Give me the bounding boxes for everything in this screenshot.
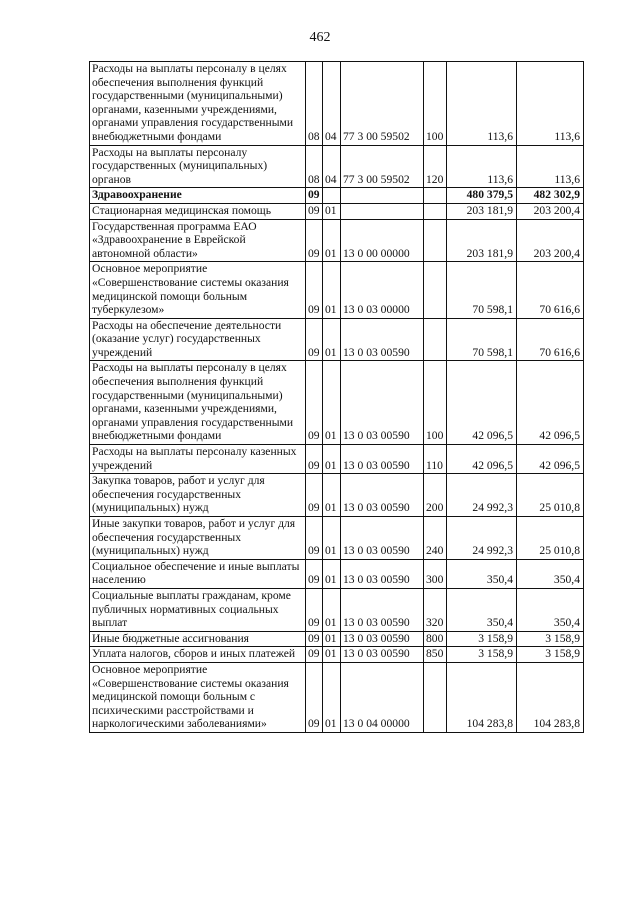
expense-type-cell <box>424 662 447 732</box>
amount-year-1-cell: 3 158,9 <box>447 631 517 647</box>
section-code-cell: 09 <box>306 361 323 445</box>
subsection-code-cell: 01 <box>323 203 341 219</box>
target-article-cell: 13 0 00 00000 <box>341 219 424 262</box>
subsection-code-cell: 01 <box>323 631 341 647</box>
target-article-cell: 13 0 03 00590 <box>341 647 424 663</box>
table-row <box>90 559 584 588</box>
expense-type-cell: 110 <box>424 445 447 474</box>
amount-year-1-cell: 24 992,3 <box>447 474 517 517</box>
expense-type-cell: 100 <box>424 62 447 146</box>
amount-year-2-cell: 25 010,8 <box>517 474 584 517</box>
row-name-cell: Стационарная медицинская помощь <box>90 203 306 219</box>
target-article-cell: 13 0 03 00590 <box>341 631 424 647</box>
table-row <box>90 474 584 517</box>
subsection-code-cell: 01 <box>323 474 341 517</box>
amount-year-2-cell: 203 200,4 <box>517 219 584 262</box>
row-name-cell: Здравоохранение <box>90 188 306 204</box>
row-name-cell: Социальное обеспечение и иные выплаты населению <box>90 559 306 588</box>
subsection-code-cell: 04 <box>323 62 341 146</box>
subsection-code-cell <box>323 188 341 204</box>
target-article-cell: 13 0 03 00590 <box>341 318 424 361</box>
section-code-cell: 09 <box>306 262 323 318</box>
subsection-code-cell: 01 <box>323 588 341 631</box>
section-code-cell: 08 <box>306 145 323 188</box>
subsection-code-cell: 01 <box>323 559 341 588</box>
section-code-cell: 09 <box>306 588 323 631</box>
amount-year-1-cell: 42 096,5 <box>447 445 517 474</box>
row-name-cell: Уплата налогов, сборов и иных платежей <box>90 647 306 663</box>
table-row <box>90 517 584 560</box>
amount-year-2-cell: 482 302,9 <box>517 188 584 204</box>
expense-type-cell: 320 <box>424 588 447 631</box>
target-article-cell: 13 0 03 00590 <box>341 588 424 631</box>
expense-type-cell <box>424 203 447 219</box>
expense-type-cell: 120 <box>424 145 447 188</box>
section-code-cell: 09 <box>306 219 323 262</box>
subsection-code-cell: 01 <box>323 219 341 262</box>
target-article-cell: 13 0 03 00590 <box>341 474 424 517</box>
expense-type-cell: 850 <box>424 647 447 663</box>
expense-type-cell <box>424 318 447 361</box>
target-article-cell <box>341 203 424 219</box>
target-article-cell: 13 0 03 00590 <box>341 361 424 445</box>
table-row <box>90 145 584 188</box>
row-name-cell: Расходы на выплаты персоналу в целях обеспечения выполнения функций государственными (муниципальными) органами, казенными учреждениями, органами управления государственными внебюджетными фондами <box>90 62 306 146</box>
row-name-cell: Социальные выплаты гражданам, кроме публичных нормативных социальных выплат <box>90 588 306 631</box>
subsection-code-cell: 01 <box>323 361 341 445</box>
expense-type-cell: 300 <box>424 559 447 588</box>
table-row <box>90 662 584 732</box>
row-name-cell: Основное мероприятие «Совершенствование системы оказания медицинской помощи больным туберкулезом» <box>90 262 306 318</box>
row-name-cell: Расходы на обеспечение деятельности (оказание услуг) государственных учреждений <box>90 318 306 361</box>
table-row <box>90 188 584 204</box>
amount-year-2-cell: 70 616,6 <box>517 318 584 361</box>
target-article-cell: 77 3 00 59502 <box>341 62 424 146</box>
row-name-cell: Государственная программа ЕАО «Здравоохранение в Еврейской автономной области» <box>90 219 306 262</box>
amount-year-1-cell: 24 992,3 <box>447 517 517 560</box>
amount-year-2-cell: 350,4 <box>517 559 584 588</box>
expense-type-cell: 240 <box>424 517 447 560</box>
section-code-cell: 09 <box>306 647 323 663</box>
amount-year-1-cell: 480 379,5 <box>447 188 517 204</box>
target-article-cell: 13 0 04 00000 <box>341 662 424 732</box>
amount-year-1-cell: 70 598,1 <box>447 318 517 361</box>
row-name-cell: Расходы на выплаты персоналу казенных учреждений <box>90 445 306 474</box>
expense-type-cell: 100 <box>424 361 447 445</box>
table-row <box>90 203 584 219</box>
expense-type-cell <box>424 219 447 262</box>
amount-year-1-cell: 350,4 <box>447 588 517 631</box>
amount-year-1-cell: 203 181,9 <box>447 203 517 219</box>
amount-year-1-cell: 42 096,5 <box>447 361 517 445</box>
amount-year-1-cell: 350,4 <box>447 559 517 588</box>
table-row <box>90 631 584 647</box>
amount-year-1-cell: 113,6 <box>447 62 517 146</box>
section-code-cell: 08 <box>306 62 323 146</box>
amount-year-2-cell: 3 158,9 <box>517 647 584 663</box>
table-row <box>90 318 584 361</box>
amount-year-2-cell: 42 096,5 <box>517 445 584 474</box>
table-row <box>90 647 584 663</box>
target-article-cell: 13 0 03 00000 <box>341 262 424 318</box>
amount-year-1-cell: 203 181,9 <box>447 219 517 262</box>
amount-year-1-cell: 104 283,8 <box>447 662 517 732</box>
target-article-cell: 13 0 03 00590 <box>341 517 424 560</box>
table-body <box>90 62 584 733</box>
section-code-cell: 09 <box>306 559 323 588</box>
table-row <box>90 588 584 631</box>
section-code-cell: 09 <box>306 318 323 361</box>
target-article-cell: 13 0 03 00590 <box>341 559 424 588</box>
subsection-code-cell: 04 <box>323 145 341 188</box>
expense-type-cell <box>424 262 447 318</box>
section-code-cell: 09 <box>306 188 323 204</box>
table-row <box>90 62 584 146</box>
table-row <box>90 262 584 318</box>
row-name-cell: Иные бюджетные ассигнования <box>90 631 306 647</box>
amount-year-2-cell: 104 283,8 <box>517 662 584 732</box>
amount-year-2-cell: 113,6 <box>517 62 584 146</box>
subsection-code-cell: 01 <box>323 262 341 318</box>
amount-year-2-cell: 42 096,5 <box>517 361 584 445</box>
amount-year-2-cell: 3 158,9 <box>517 631 584 647</box>
table-row <box>90 219 584 262</box>
amount-year-2-cell: 203 200,4 <box>517 203 584 219</box>
section-code-cell: 09 <box>306 517 323 560</box>
amount-year-1-cell: 70 598,1 <box>447 262 517 318</box>
section-code-cell: 09 <box>306 445 323 474</box>
subsection-code-cell: 01 <box>323 318 341 361</box>
subsection-code-cell: 01 <box>323 517 341 560</box>
subsection-code-cell: 01 <box>323 445 341 474</box>
amount-year-2-cell: 350,4 <box>517 588 584 631</box>
row-name-cell: Закупка товаров, работ и услуг для обеспечения государственных (муниципальных) нужд <box>90 474 306 517</box>
amount-year-2-cell: 70 616,6 <box>517 262 584 318</box>
subsection-code-cell: 01 <box>323 647 341 663</box>
table-row <box>90 445 584 474</box>
target-article-cell <box>341 188 424 204</box>
section-code-cell: 09 <box>306 662 323 732</box>
section-code-cell: 09 <box>306 474 323 517</box>
amount-year-1-cell: 3 158,9 <box>447 647 517 663</box>
row-name-cell: Основное мероприятие «Совершенствование системы оказания медицинской помощи больным с психическими расстройствами и наркологическими заболеваниями» <box>90 662 306 732</box>
expense-type-cell: 800 <box>424 631 447 647</box>
page-number: 462 <box>309 30 331 45</box>
subsection-code-cell: 01 <box>323 662 341 732</box>
row-name-cell: Иные закупки товаров, работ и услуг для обеспечения государственных (муниципальных) нужд <box>90 517 306 560</box>
row-name-cell: Расходы на выплаты персоналу государственных (муниципальных) органов <box>90 145 306 188</box>
expense-type-cell <box>424 188 447 204</box>
table-row <box>90 361 584 445</box>
amount-year-1-cell: 113,6 <box>447 145 517 188</box>
budget-table <box>89 61 584 733</box>
target-article-cell: 77 3 00 59502 <box>341 145 424 188</box>
target-article-cell: 13 0 03 00590 <box>341 445 424 474</box>
section-code-cell: 09 <box>306 203 323 219</box>
amount-year-2-cell: 113,6 <box>517 145 584 188</box>
expense-type-cell: 200 <box>424 474 447 517</box>
section-code-cell: 09 <box>306 631 323 647</box>
row-name-cell: Расходы на выплаты персоналу в целях обеспечения выполнения функций государственными (муниципальными) органами, казенными учреждениями, органами управления государственными внебюджетными фондами <box>90 361 306 445</box>
amount-year-2-cell: 25 010,8 <box>517 517 584 560</box>
